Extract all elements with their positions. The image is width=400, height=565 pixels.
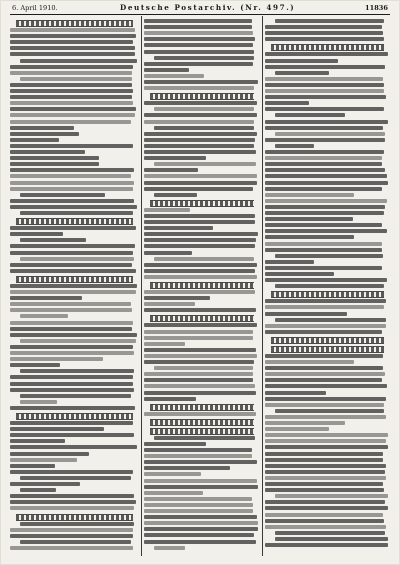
text-line bbox=[10, 83, 132, 87]
text-line bbox=[144, 144, 254, 148]
text-line bbox=[144, 302, 195, 306]
text-line bbox=[265, 543, 388, 547]
section-heading-rule bbox=[16, 218, 133, 225]
header-rule bbox=[10, 14, 390, 15]
text-line bbox=[265, 278, 387, 282]
text-line bbox=[144, 491, 203, 495]
text-line bbox=[275, 494, 388, 498]
section-heading-rule bbox=[150, 200, 254, 207]
text-line bbox=[10, 150, 85, 154]
text-line bbox=[20, 77, 132, 81]
text-line bbox=[10, 406, 135, 410]
text-line bbox=[154, 366, 253, 370]
header-issue-number: (Nr. 497.) bbox=[240, 3, 296, 12]
text-line bbox=[10, 199, 134, 203]
text-line bbox=[10, 421, 133, 425]
text-line bbox=[275, 113, 345, 117]
text-line bbox=[144, 50, 254, 54]
text-line bbox=[265, 330, 382, 334]
text-line bbox=[144, 348, 256, 352]
text-line bbox=[10, 107, 136, 111]
text-line bbox=[10, 46, 135, 50]
text-line bbox=[144, 466, 230, 470]
text-line bbox=[10, 327, 132, 331]
text-line bbox=[265, 217, 353, 221]
text-line bbox=[144, 174, 257, 178]
text-line bbox=[10, 464, 55, 468]
text-line bbox=[10, 144, 133, 148]
text-line bbox=[275, 409, 384, 413]
text-line bbox=[265, 107, 384, 111]
header-page-number: 11836 bbox=[365, 4, 388, 12]
text-line bbox=[10, 187, 133, 191]
text-line bbox=[265, 65, 385, 69]
text-line bbox=[265, 248, 382, 252]
text-line bbox=[275, 71, 329, 75]
text-line bbox=[265, 378, 382, 382]
text-line bbox=[10, 138, 59, 142]
text-line bbox=[265, 415, 386, 419]
text-line bbox=[265, 223, 382, 227]
text-line bbox=[144, 323, 257, 327]
text-line bbox=[265, 445, 388, 449]
text-line bbox=[154, 257, 254, 261]
section-heading-rule bbox=[271, 346, 384, 353]
text-line bbox=[265, 205, 385, 209]
section-heading-rule bbox=[16, 514, 133, 521]
text-column-right bbox=[265, 17, 390, 555]
text-line bbox=[265, 126, 383, 130]
text-line bbox=[144, 360, 254, 364]
text-line bbox=[144, 442, 206, 446]
text-line bbox=[20, 59, 137, 63]
text-line bbox=[265, 266, 382, 270]
text-line bbox=[10, 363, 60, 367]
text-line bbox=[144, 384, 255, 388]
text-line bbox=[10, 120, 131, 124]
text-line bbox=[20, 193, 105, 197]
text-line bbox=[20, 540, 131, 544]
text-line bbox=[20, 488, 56, 492]
header-date: 6. April 1910. bbox=[12, 4, 58, 12]
text-line bbox=[265, 366, 383, 370]
text-line bbox=[10, 263, 132, 267]
text-line bbox=[10, 52, 135, 56]
text-line bbox=[265, 95, 386, 99]
text-line bbox=[10, 132, 79, 136]
text-line bbox=[10, 251, 133, 255]
text-line bbox=[265, 120, 388, 124]
text-line bbox=[144, 244, 255, 248]
section-heading-rule bbox=[271, 291, 384, 298]
text-line bbox=[144, 80, 258, 84]
text-line bbox=[10, 333, 137, 337]
text-line bbox=[144, 509, 253, 513]
text-line bbox=[20, 339, 136, 343]
text-line bbox=[265, 458, 383, 462]
text-line bbox=[144, 263, 257, 267]
text-line bbox=[144, 31, 253, 35]
text-line bbox=[265, 312, 347, 316]
text-column-middle bbox=[144, 17, 260, 555]
text-line bbox=[275, 144, 314, 148]
text-line bbox=[265, 519, 384, 523]
text-line bbox=[20, 238, 86, 242]
text-line bbox=[10, 162, 99, 166]
text-line bbox=[265, 138, 385, 142]
text-line bbox=[265, 235, 354, 239]
text-line bbox=[10, 427, 104, 431]
text-line bbox=[265, 464, 386, 468]
text-line bbox=[144, 156, 206, 160]
text-line bbox=[265, 52, 388, 56]
text-line bbox=[144, 138, 255, 142]
text-line bbox=[144, 533, 254, 537]
text-line bbox=[154, 436, 255, 440]
text-line bbox=[265, 162, 382, 166]
text-line bbox=[265, 31, 383, 35]
text-line bbox=[10, 351, 134, 355]
text-line bbox=[265, 168, 385, 172]
text-line bbox=[265, 187, 382, 191]
text-line bbox=[275, 19, 384, 23]
text-line bbox=[154, 193, 197, 197]
section-heading-rule bbox=[16, 413, 133, 420]
text-line bbox=[265, 421, 345, 425]
text-line bbox=[20, 314, 68, 318]
text-line bbox=[265, 439, 386, 443]
text-line bbox=[10, 433, 134, 437]
text-line bbox=[144, 485, 258, 489]
text-line bbox=[265, 211, 384, 215]
text-line bbox=[265, 229, 387, 233]
header-title bbox=[120, 3, 295, 12]
text-line bbox=[144, 269, 255, 273]
text-line bbox=[144, 101, 257, 105]
text-line bbox=[10, 321, 133, 325]
text-line bbox=[10, 113, 135, 117]
text-line bbox=[144, 497, 252, 501]
text-line bbox=[144, 460, 257, 464]
text-line bbox=[265, 427, 329, 431]
text-line bbox=[144, 226, 213, 230]
text-line bbox=[144, 330, 253, 334]
text-line bbox=[265, 59, 338, 63]
text-line bbox=[10, 168, 134, 172]
text-line bbox=[265, 181, 388, 185]
text-line bbox=[144, 290, 255, 294]
text-line bbox=[10, 375, 133, 379]
section-heading-rule bbox=[150, 404, 254, 411]
text-column-left bbox=[10, 17, 139, 555]
text-line bbox=[10, 382, 133, 386]
text-line bbox=[10, 458, 77, 462]
text-line bbox=[265, 433, 388, 437]
text-line bbox=[144, 150, 256, 154]
section-heading-rule bbox=[150, 93, 254, 100]
text-line bbox=[144, 448, 252, 452]
text-line bbox=[265, 372, 385, 376]
text-line bbox=[144, 521, 258, 525]
text-line bbox=[144, 113, 257, 117]
text-line bbox=[144, 540, 256, 544]
text-line bbox=[265, 452, 383, 456]
text-line bbox=[265, 193, 354, 197]
text-line bbox=[275, 254, 383, 258]
text-line bbox=[144, 220, 255, 224]
header-title-text: Deutsche Postarchiv. bbox=[120, 3, 237, 12]
text-line bbox=[144, 515, 257, 519]
text-line bbox=[144, 378, 253, 382]
section-heading-rule bbox=[150, 428, 254, 435]
text-line bbox=[144, 354, 257, 358]
text-line bbox=[10, 269, 136, 273]
text-line bbox=[10, 95, 132, 99]
section-heading-rule bbox=[271, 337, 384, 344]
text-line bbox=[10, 65, 133, 69]
text-line bbox=[144, 120, 254, 124]
section-heading-rule bbox=[271, 44, 384, 51]
text-line bbox=[144, 503, 253, 507]
text-line bbox=[144, 336, 253, 340]
text-line bbox=[265, 242, 382, 246]
text-line bbox=[10, 244, 135, 248]
text-line bbox=[275, 531, 385, 535]
text-line bbox=[20, 522, 134, 526]
text-line bbox=[144, 37, 255, 41]
text-line bbox=[10, 181, 134, 185]
text-line bbox=[265, 89, 384, 93]
text-line bbox=[144, 342, 185, 346]
text-line bbox=[144, 43, 253, 47]
text-line bbox=[10, 500, 136, 504]
text-line bbox=[10, 482, 80, 486]
text-line bbox=[144, 132, 257, 136]
text-line bbox=[265, 506, 388, 510]
text-line bbox=[265, 482, 383, 486]
text-line bbox=[275, 132, 385, 136]
text-line bbox=[20, 476, 131, 480]
column-rule-2 bbox=[262, 16, 263, 556]
text-line bbox=[265, 25, 382, 29]
text-line bbox=[265, 384, 387, 388]
text-line bbox=[265, 500, 385, 504]
text-line bbox=[10, 388, 134, 392]
text-line bbox=[265, 513, 383, 517]
text-line bbox=[144, 19, 252, 23]
section-heading-rule bbox=[150, 419, 254, 426]
text-line bbox=[10, 40, 133, 44]
text-line bbox=[265, 488, 384, 492]
text-line bbox=[20, 394, 131, 398]
text-line bbox=[10, 296, 82, 300]
text-line bbox=[144, 86, 254, 90]
text-line bbox=[154, 107, 254, 111]
text-line bbox=[10, 439, 65, 443]
text-line bbox=[265, 324, 386, 328]
text-line bbox=[265, 83, 384, 87]
text-line bbox=[144, 238, 256, 242]
section-heading-rule bbox=[16, 20, 133, 27]
text-line bbox=[10, 445, 137, 449]
text-line bbox=[265, 391, 326, 395]
text-line bbox=[265, 174, 387, 178]
text-line bbox=[144, 454, 252, 458]
text-line bbox=[10, 28, 135, 32]
text-line bbox=[20, 400, 57, 404]
text-line bbox=[144, 25, 252, 29]
text-line bbox=[144, 181, 257, 185]
text-line bbox=[10, 126, 74, 130]
text-line bbox=[144, 479, 257, 483]
section-heading-rule bbox=[16, 276, 133, 283]
text-line bbox=[265, 37, 384, 41]
text-line bbox=[265, 260, 314, 264]
text-line bbox=[10, 528, 133, 532]
text-line bbox=[10, 308, 132, 312]
text-line bbox=[144, 275, 257, 279]
text-line bbox=[144, 308, 256, 312]
text-line bbox=[10, 101, 133, 105]
text-line bbox=[144, 187, 253, 191]
text-line bbox=[144, 232, 258, 236]
text-line bbox=[10, 506, 134, 510]
text-line bbox=[10, 205, 137, 209]
text-line bbox=[10, 34, 136, 38]
text-line bbox=[144, 214, 255, 218]
text-line bbox=[10, 174, 131, 178]
text-line bbox=[10, 156, 99, 160]
text-line bbox=[144, 372, 253, 376]
text-line bbox=[10, 470, 133, 474]
text-line bbox=[265, 156, 382, 160]
text-line bbox=[144, 74, 204, 78]
text-line bbox=[144, 168, 198, 172]
text-line bbox=[154, 126, 254, 130]
text-line bbox=[265, 354, 383, 358]
text-line bbox=[10, 345, 133, 349]
text-line bbox=[265, 272, 334, 276]
text-line bbox=[10, 89, 133, 93]
text-line bbox=[144, 527, 258, 531]
text-line bbox=[10, 546, 133, 550]
text-line bbox=[265, 150, 384, 154]
text-line bbox=[10, 494, 134, 498]
text-line bbox=[10, 302, 131, 306]
text-line bbox=[265, 476, 386, 480]
text-line bbox=[154, 162, 256, 166]
text-line bbox=[144, 296, 210, 300]
text-line bbox=[265, 77, 383, 81]
text-line bbox=[10, 226, 136, 230]
column-rule-1 bbox=[141, 16, 142, 556]
text-line bbox=[10, 232, 63, 236]
text-line bbox=[10, 290, 136, 294]
text-line bbox=[265, 403, 384, 407]
text-line bbox=[144, 412, 256, 416]
text-line bbox=[154, 546, 185, 550]
text-line bbox=[275, 537, 388, 541]
text-line bbox=[10, 284, 137, 288]
text-line bbox=[20, 211, 133, 215]
text-line bbox=[265, 397, 386, 401]
text-line bbox=[265, 305, 384, 309]
text-line bbox=[144, 397, 196, 401]
text-line bbox=[275, 284, 384, 288]
text-line bbox=[10, 452, 89, 456]
text-line bbox=[265, 360, 354, 364]
text-line bbox=[275, 318, 386, 322]
text-line bbox=[265, 299, 386, 303]
text-line bbox=[144, 472, 201, 476]
section-heading-rule bbox=[150, 282, 254, 289]
text-line bbox=[144, 208, 190, 212]
text-line bbox=[265, 199, 387, 203]
text-line bbox=[10, 357, 103, 361]
section-heading-rule bbox=[150, 315, 254, 322]
text-line bbox=[144, 62, 253, 66]
text-line bbox=[20, 369, 134, 373]
text-line bbox=[10, 71, 132, 75]
text-line bbox=[10, 534, 133, 538]
text-line bbox=[265, 470, 385, 474]
text-line bbox=[144, 68, 189, 72]
text-line bbox=[265, 101, 309, 105]
text-line bbox=[144, 391, 256, 395]
text-line bbox=[20, 257, 134, 261]
text-line bbox=[144, 251, 192, 255]
text-line bbox=[154, 56, 254, 60]
text-line bbox=[265, 525, 386, 529]
